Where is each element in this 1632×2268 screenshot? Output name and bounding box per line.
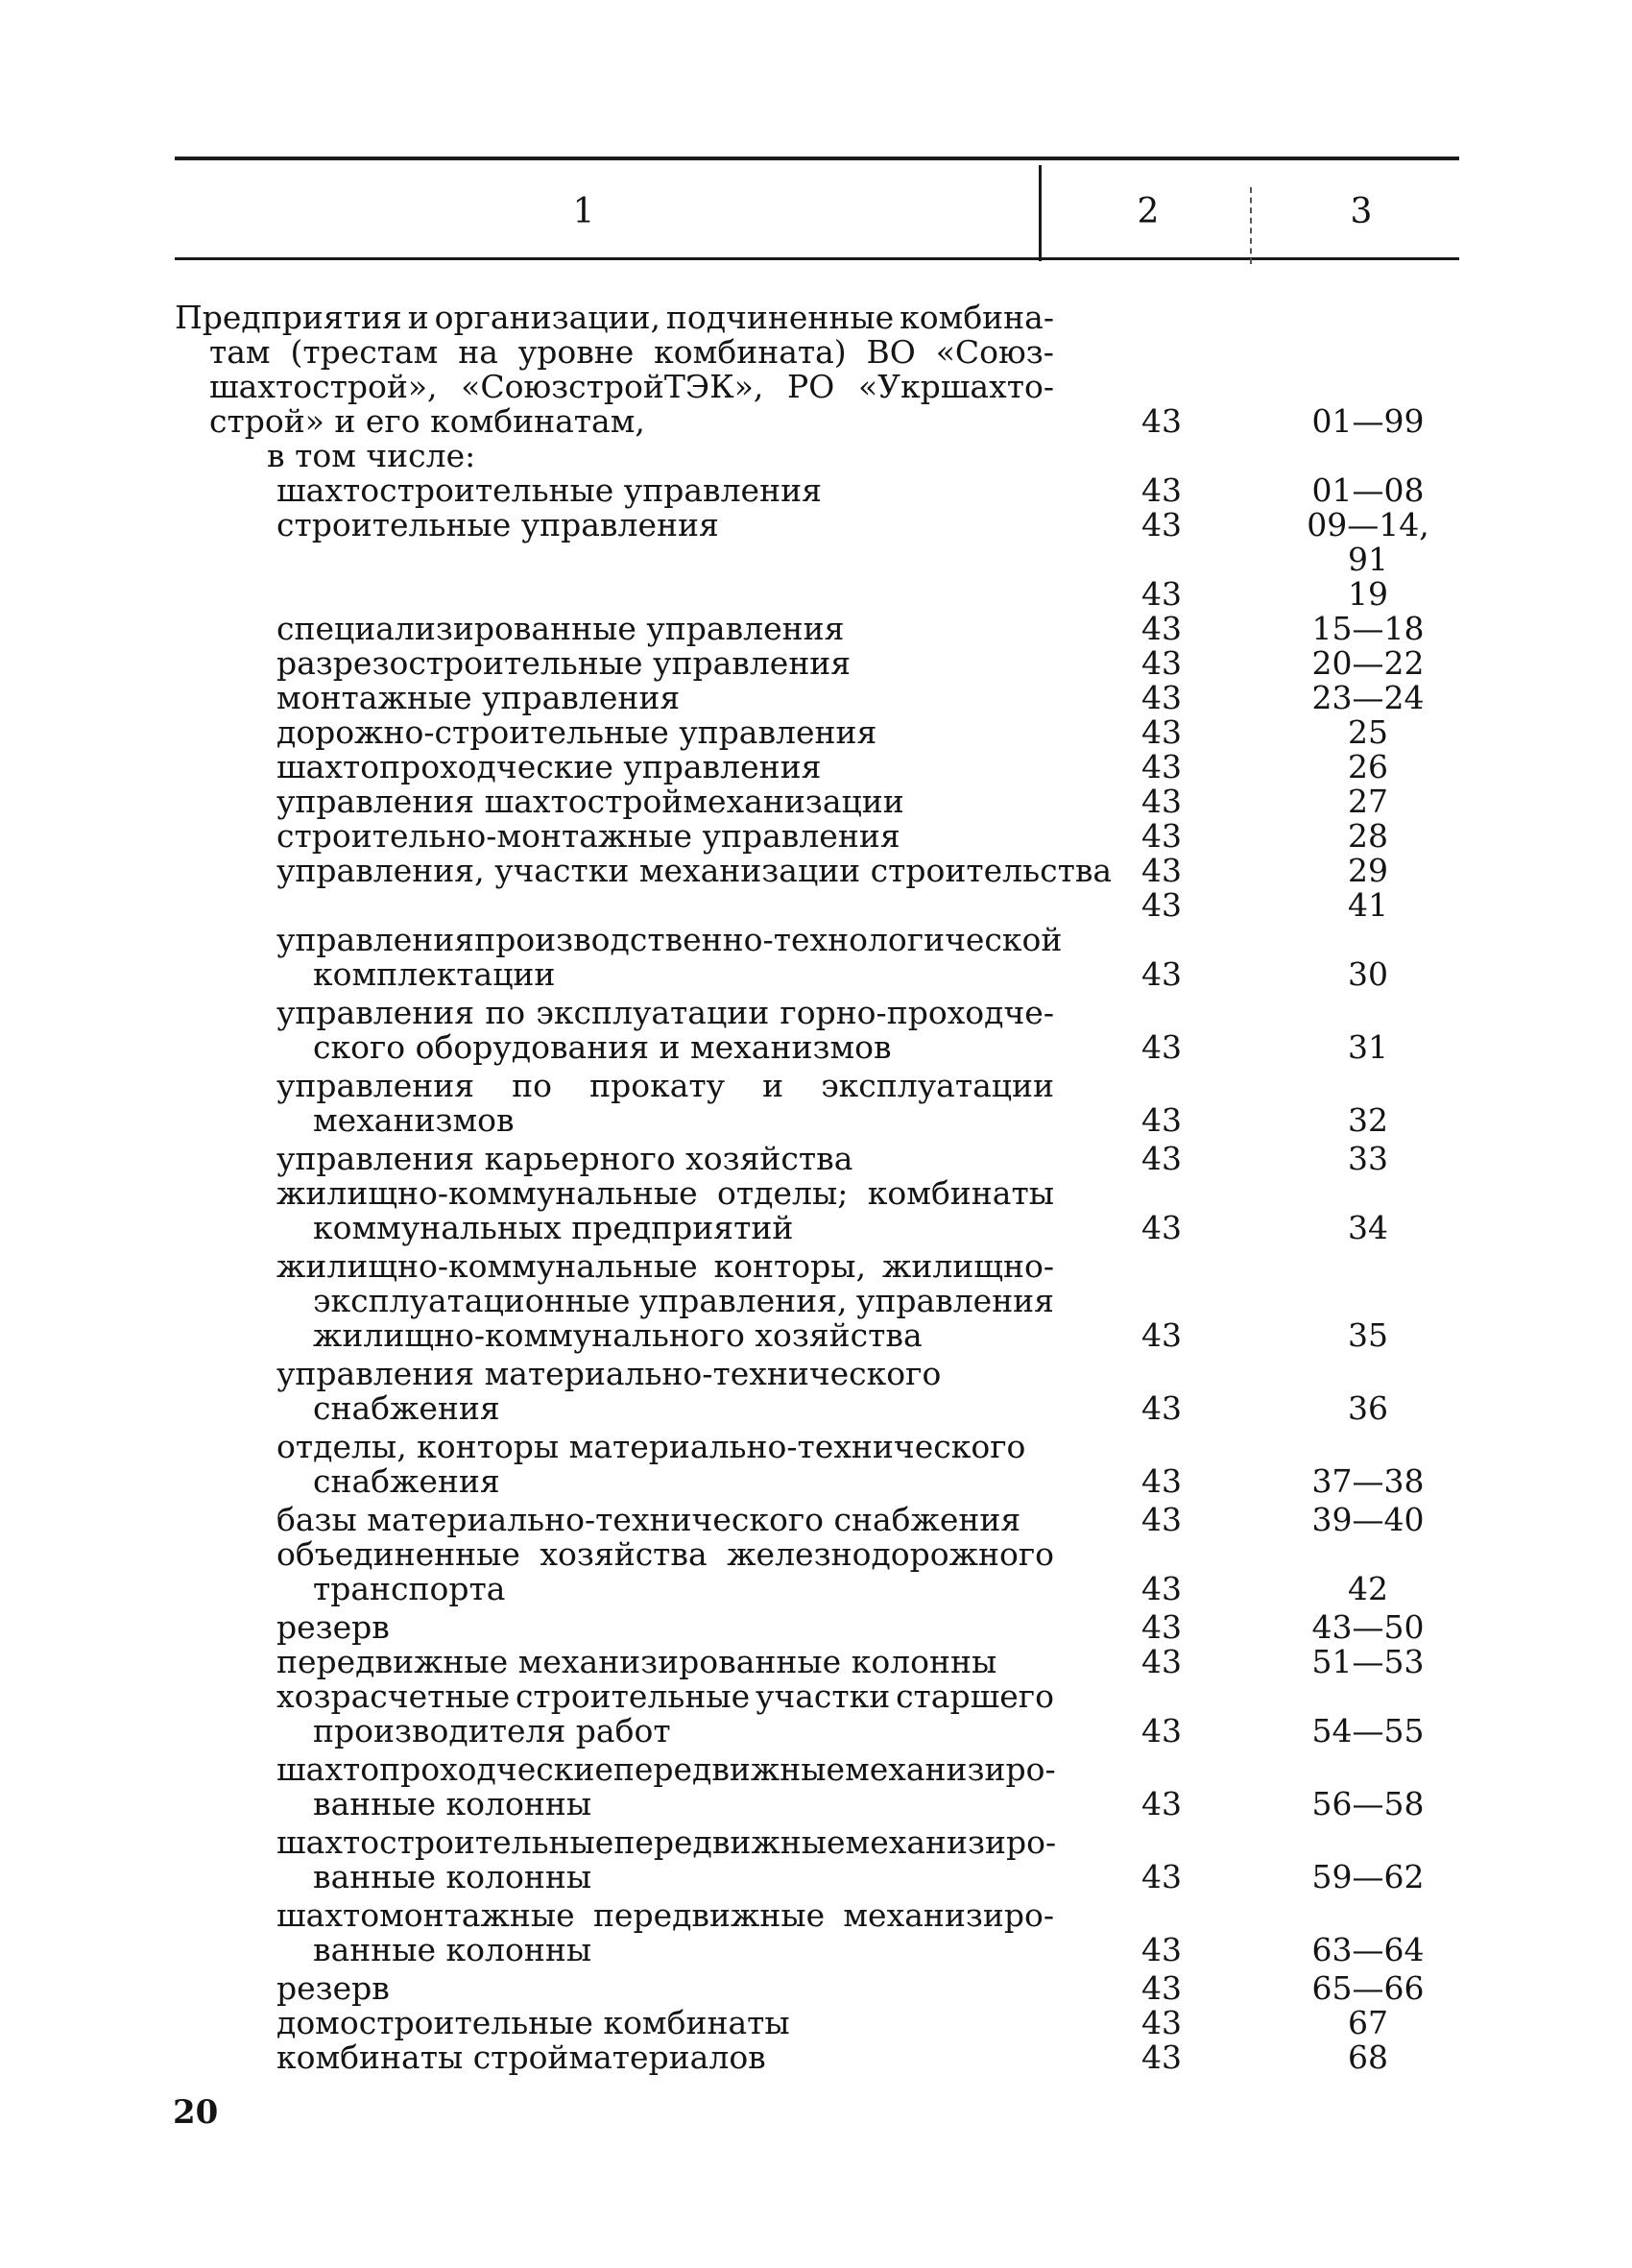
row-range: 09—14, [1307,506,1429,543]
row-text: строительно-монтажные управления [276,817,900,855]
row-text: снабжения [313,1389,500,1427]
row-range: 15—18 [1311,610,1425,647]
row-text: управления шахтостроймеханизации [276,783,904,820]
row-text: снабжения [313,1462,500,1500]
row-code: 43 [1141,610,1182,647]
subhead: в том числе: [267,437,476,474]
row-code: 43 [1141,2039,1182,2076]
row-range: 56—58 [1311,1785,1425,1822]
intro-line: Предприятия и организации, подчиненные комбина- [175,299,1054,336]
row-text: управления, участки механизации строительства [276,852,1113,889]
row-range: 43—50 [1311,1608,1425,1646]
row-code: 43 [1141,1209,1182,1246]
row-range: 23—24 [1311,679,1425,716]
row-text: управления производственно-технологической [276,921,1063,958]
row-text: коммунальных предприятий [313,1209,794,1246]
row-text: базы материально-технического снабжения [276,1501,1021,1538]
row-range: 27 [1348,783,1388,820]
row-code: 43 [1141,1140,1182,1177]
row-text: домостроительные комбинаты [276,2004,790,2041]
row-range: 31 [1348,1028,1388,1066]
row-text: шахтостроительные передвижные механизиро- [276,1823,1057,1861]
row-range: 34 [1348,1209,1388,1246]
row-text: строительные управления [276,506,719,543]
row-text: монтажные управления [276,679,681,716]
row-code: 43 [1141,575,1182,613]
row-code: 43 [1141,471,1182,509]
row-text: жилищно-коммунальные отделы; комбинаты [276,1174,1054,1212]
row-text: резерв [276,1969,390,2007]
header-divider-1 [1039,165,1042,261]
row-code: 43 [1141,1608,1182,1646]
row-text: шахтостроительные управления [276,471,822,509]
row-code: 43 [1141,1501,1182,1538]
row-text: управления карьерного хозяйства [276,1140,853,1177]
top-rule [175,157,1459,160]
row-code: 43 [1141,1858,1182,1895]
row-range: 19 [1348,575,1388,613]
row-code: 43 [1141,644,1182,682]
row-text: транспорта [313,1570,506,1607]
row-text: ванные колонны [313,1858,592,1895]
row-text: шахтопроходческие управления [276,748,822,785]
row-text: механизмов [313,1101,515,1139]
row-text: передвижные механизированные колонны [276,1643,997,1680]
row-text: специализированные управления [276,610,845,647]
row-range: 63—64 [1311,1931,1425,1968]
row-code: 43 [1141,886,1182,924]
row-text: дорожно-строительные управления [276,713,877,751]
row-range: 39—40 [1311,1501,1425,1538]
header-bottom-rule [175,257,1459,260]
column-header-2: 2 [1137,192,1160,231]
row-code: 43 [1141,1101,1182,1139]
row-code: 43 [1141,955,1182,993]
row-range: 33 [1348,1140,1388,1177]
row-code: 43 [1141,1931,1182,1968]
row-code: 43 [1141,817,1182,855]
row-range: 51—53 [1311,1643,1425,1680]
row-range: 35 [1348,1316,1388,1354]
row-code: 43 [1141,1462,1182,1500]
row-range: 65—66 [1311,1969,1425,2007]
row-text: производителя работ [313,1712,671,1749]
row-text: хозрасчетные строительные участки старшего [276,1677,1054,1715]
row-range: 36 [1348,1389,1388,1427]
row-code: 43 [1141,713,1182,751]
row-code: 43 [1141,852,1182,889]
row-text: шахтомонтажные передвижные механизиро- [276,1896,1054,1934]
row-range: 01—08 [1311,471,1425,509]
intro-line: шахтострой», «СоюзстройТЭК», РО «Укршахто- [209,368,1054,405]
row-text: управления материально-технического [276,1355,942,1392]
row-code: 43 [1141,506,1182,543]
row-text: эксплуатационные управления, управления [313,1282,1054,1319]
row-text: управления по эксплуатации горно-проходче- [276,994,1054,1031]
row-range: 54—55 [1311,1712,1425,1749]
row-text: отделы, конторы материально-технического [276,1428,1026,1465]
row-range: 42 [1348,1570,1388,1607]
row-range: 29 [1348,852,1388,889]
row-range: 32 [1348,1101,1388,1139]
row-range: 30 [1348,955,1388,993]
row-code: 43 [1141,402,1182,440]
row-range: 68 [1348,2039,1388,2076]
row-text: ванные колонны [313,1931,592,1968]
row-code: 43 [1141,2004,1182,2041]
row-range: 28 [1348,817,1388,855]
row-range: 67 [1348,2004,1388,2041]
row-code: 43 [1141,679,1182,716]
column-header-3: 3 [1350,192,1373,231]
row-code: 43 [1141,1570,1182,1607]
row-text: резерв [276,1608,390,1646]
row-code: 43 [1141,1785,1182,1822]
row-range: 37—38 [1311,1462,1425,1500]
column-header-1: 1 [572,192,595,231]
row-range: 59—62 [1311,1858,1425,1895]
intro-line: там (трестам на уровне комбината) ВО «Союз- [209,333,1054,371]
row-range: 01—99 [1311,402,1425,440]
header-divider-2 [1250,187,1252,264]
row-code: 43 [1141,748,1182,785]
row-text: объединенные хозяйства железнодорожного [276,1535,1054,1573]
row-code: 43 [1141,1389,1182,1427]
row-text: разрезостроительные управления [276,644,852,682]
row-text: ванные колонны [313,1785,592,1822]
row-range: 41 [1348,886,1388,924]
row-code: 43 [1141,1969,1182,2007]
row-code: 43 [1141,1028,1182,1066]
row-text: жилищно-коммунального хозяйства [313,1316,923,1354]
row-code: 43 [1141,1316,1182,1354]
row-text: жилищно-коммунальные конторы, жилищно- [276,1247,1054,1285]
row-text: комбинаты стройматериалов [276,2039,766,2076]
intro-line: строй» и его комбинатам, [209,402,645,440]
row-range: 26 [1348,748,1388,785]
row-text: шахтопроходческие передвижные механизиро- [276,1750,1056,1788]
row-text: комплектации [313,955,556,993]
row-text: ского оборудования и механизмов [313,1028,892,1066]
row-range: 91 [1348,541,1388,578]
row-code: 43 [1141,783,1182,820]
row-code: 43 [1141,1712,1182,1749]
page-number: 20 [173,2093,219,2132]
row-range: 25 [1348,713,1388,751]
row-range: 20—22 [1311,644,1425,682]
row-code: 43 [1141,1643,1182,1680]
row-text: управления по прокату и эксплуатации [276,1067,1054,1104]
